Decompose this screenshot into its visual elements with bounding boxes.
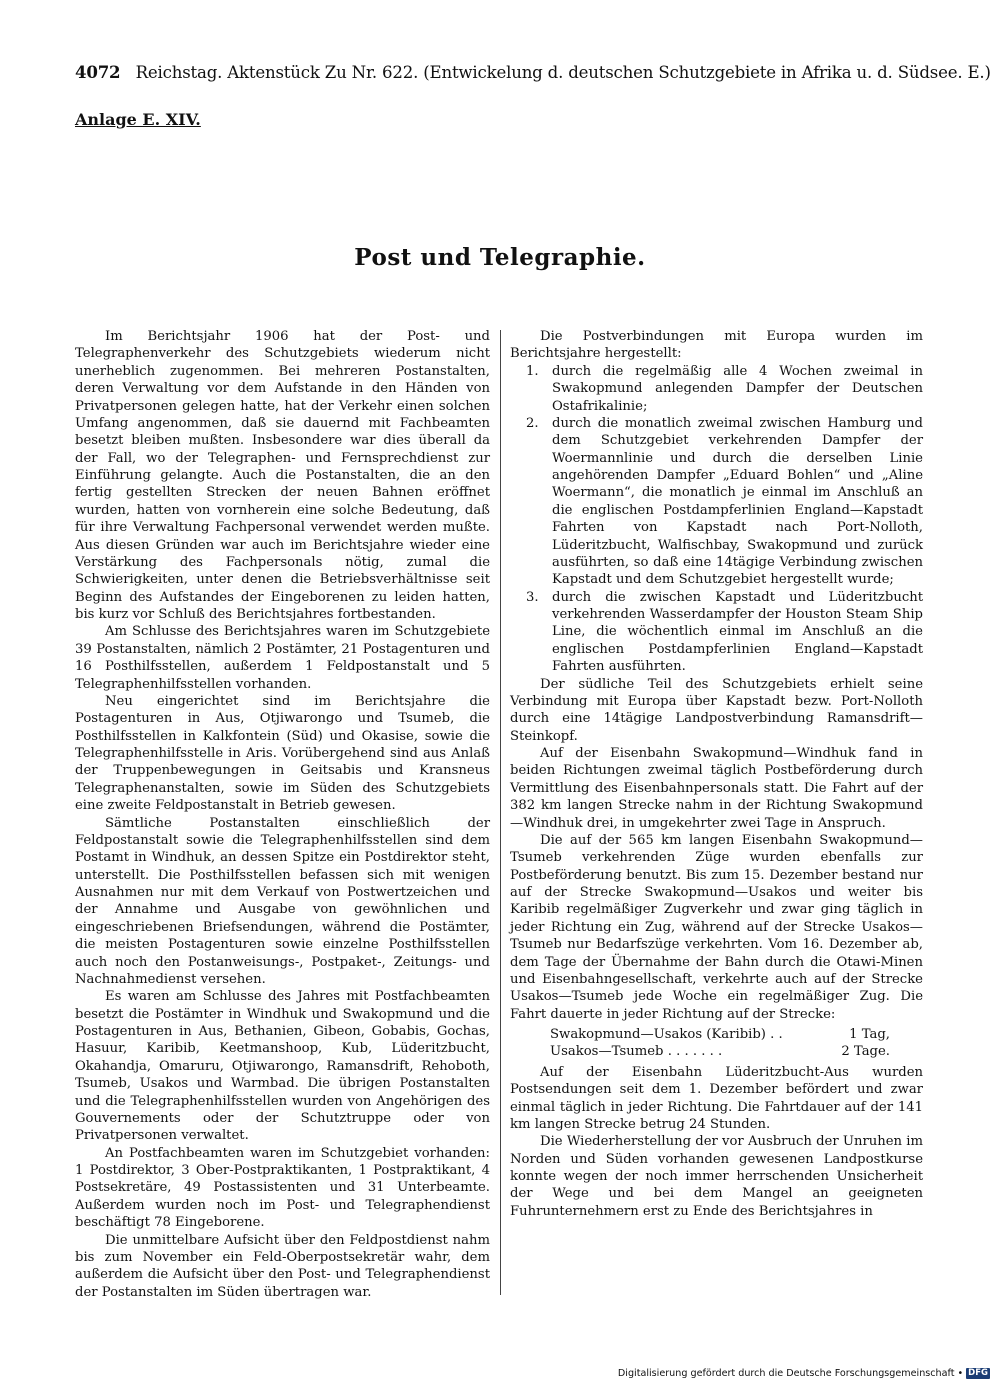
- left-column: [75, 328, 490, 1301]
- paragraph: Sämtliche Postanstalten einschließlich der Feldpostanstalt sowie die Telegraphenhilfsstellen sind dem Postamt in Windhuk, an dessen Spitze ein Postdirektor steht, unterstellt. Die Posthilfsstellen befassen sich mit wenigen Ausnahmen nur mit dem Verkauf von Postwertzeichen und der Annahme und Ausgabe von gewöhnlichen und eingeschriebenen Briefsendungen, während die Postämter, die meisten Postagenturen sowie einzelne Posthilfsstellen auch noch den Postanweisungs-, Postpaket-, Zeitungs- und Nachnahmedienst versehen.: [75, 815, 490, 987]
- paragraph: Im Berichtsjahr 1906 hat der Post- und Telegraphenverkehr des Schutzgebiets wiederum nicht unerheblich zugenommen. Bei mehreren Postanstalten, deren Verwaltung vor dem Aufstande in den Händen von Privatpersonen gelegen hatte, hat der Verkehr einen solchen Umfang angenommen, daß sie dauernd mit Fachbeamten besetzt bleiben mußten. Insbesondere war dies überall da der Fall, wo der Telegraphen- und Fernsprechdienst zur Einführung gelangte. Auch die Postanstalten, die an den fertig gestellten Strecken der neuen Bahnen eröffnet wurden, hatten von vornherein eine solche Bedeutung, daß für ihre Verwaltung Fachpersonal verwendet werden mußte. Aus diesen Gründen war auch im Berichtsjahre wieder eine Verstärkung des Fachpersonals nötig, zumal die Schwierigkeiten, unter denen die Betriebsverhältnisse seit Beginn des Aufstandes der Eingeborenen zu leiden hatten, bis kurz vor Schluß des Berichtsjahres fortbestanden.: [75, 329, 490, 622]
- paragraph: Auf der Eisenbahn Swakopmund—Windhuk fand in beiden Richtungen zweimal täglich Postbeförderung durch Vermittlung des Eisenbahnpersonals statt. Die Fahrt auf der 382 km langen Strecke nahm in der Richtung Swakopmund—Windhuk drei, in umgekehrter zwei Tage in Anspruch.: [510, 746, 923, 831]
- list-number: 1.: [526, 363, 539, 379]
- credit-text: Digitalisierung gefördert durch die Deutsche Forschungsgemeinschaft: [617, 1368, 955, 1379]
- duration-cell: 2 Tage.: [841, 1044, 890, 1060]
- list-text: durch die regelmäßig alle 4 Wochen zweimal in Swakopmund anlegenden Dampfer der Deutschen Ostafrikalinie;: [552, 363, 923, 414]
- table-row: [550, 1043, 890, 1060]
- paragraph: An Postfachbeamten waren im Schutzgebiet vorhanden: 1 Postdirektor, 3 Ober-Postpraktikanten, 1 Postpraktikant, 4 Postsekretäre, 49 Postassistenten und 31 Unterbeamte. Außerdem wurden noch im Post- und Telegraphendienst beschäftigt 78 Eingeborene.: [75, 1145, 490, 1231]
- paragraph: Es waren am Schlusse des Jahres mit Postfachbeamten besetzt die Postämter in Windhuk und Swakopmund und die Postagenturen in Aus, Bethanien, Gibeon, Gobabis, Gochas, Hasuur, Karibib, Keetmanshoop, Kub, Lüderitzbucht, Okahandja, Omaruru, Otjiwarongo, Ramansdrift, Rehoboth, Tsumeb, Usakos und Warmbad. Die übrigen Postanstalten und die Telegraphenhilfsstellen wurden von Angehörigen des Gouvernements oder der Schutztruppe oder von Privatpersonen verwaltet.: [75, 989, 490, 1144]
- list-text: durch die zwischen Kapstadt und Lüderitzbucht verkehrenden Wasserdampfer der Houston Steam Ship Line, die wöchentlich einmal im Anschluß an die englischen Postdampferlinien England—Kapstadt Fahrten ausführten.: [552, 589, 923, 675]
- digitization-credit: [618, 1368, 990, 1379]
- separator-dot: •: [957, 1368, 964, 1379]
- paragraph: Am Schlusse des Berichtsjahres waren im Schutzgebiete 39 Postanstalten, nämlich 2 Postämter, 21 Postagenturen und 16 Posthilfsstellen, außerdem 1 Feldpostanstalt und 5 Telegraphenhilfsstellen vorhanden.: [75, 624, 490, 692]
- column-divider: [500, 330, 501, 1295]
- page-title: Post und Telegraphie.: [354, 244, 646, 271]
- list-number: 2.: [526, 415, 539, 431]
- list-number: 3.: [526, 589, 539, 605]
- list-item: [510, 589, 923, 676]
- paragraph: Die unmittelbare Aufsicht über den Feldpostdienst nahm bis zum November ein Feld-Oberpostsekretär wahr, dem außerdem die Aufsicht über den Post- und Telegraphendienst der Postanstalten im Süden übertragen war.: [75, 1232, 490, 1300]
- list-item: [510, 363, 923, 415]
- running-title: Reichstag. Aktenstück Zu Nr. 622. (Entwickelung d. deutschen Schutzgebiete in Afrika u. d. Südsee. E.): [135, 63, 991, 82]
- connection-list: [510, 363, 923, 676]
- paragraph: Neu eingerichtet sind im Berichtsjahre die Postagenturen in Aus, Otjiwarongo und Tsumeb, die Posthilfsstellen in Kalkfontein (Süd) und Okasise, sowie die Telegraphenhilfsstelle in Aris. Vorübergehend sind aus Anlaß der Truppenbewegungen in Geitsabis und Kransneus Telegraphenanstalten, sowie im Süden des Schutzgebiets eine zweite Feldpostanstalt in Betrieb gewesen.: [75, 693, 490, 814]
- table-row: [550, 1026, 890, 1043]
- route-cell: Swakopmund—Usakos (Karibib) . .: [550, 1027, 783, 1042]
- paragraph: Auf der Eisenbahn Lüderitzbucht-Aus wurden Postsendungen seit dem 1. Dezember befördert und zwar einmal täglich in jeder Richtung. Die Fahrtdauer auf der 141 km langen Strecke betrug 24 Stunden.: [510, 1064, 923, 1132]
- dfg-logo: DFG: [968, 1368, 988, 1378]
- paragraph: Die Postverbindungen mit Europa wurden im Berichtsjahre hergestellt:: [510, 329, 923, 362]
- paragraph: Die Wiederherstellung der vor Ausbruch der Unruhen im Norden und Süden vorhanden gewesenen Landpostkurse konnte wegen der noch immer herrschenden Unsicherheit der Wege und bei dem Mangel an geeigneten Fuhrunternehmern erst zu Ende des Berichtsjahres in: [510, 1134, 923, 1219]
- travel-time-table: [550, 1026, 890, 1061]
- route-cell: Usakos—Tsumeb . . . . . . .: [550, 1044, 723, 1060]
- list-item: [510, 415, 923, 589]
- running-header: [75, 62, 991, 82]
- page-number: 4072: [75, 62, 121, 82]
- paragraph: Der südliche Teil des Schutzgebiets erhielt seine Verbindung mit Europa über Kapstadt bezw. Port-Nolloth durch eine 14tägige Landpostverbindung Ramansdrift—Steinkopf.: [510, 676, 923, 744]
- paragraph: Die auf der 565 km langen Eisenbahn Swakopmund—Tsumeb verkehrenden Züge wurden ebenfalls zur Postbeförderung benutzt. Bis zum 15. Dezember bestand nur auf der Strecke Swakopmund—Usakos und weiter bis Karibib regelmäßiger Zugverkehr und zwar ging täglich in jeder Richtung ein Zug, während auf der Strecke Usakos—Tsumeb nur Bedarfszüge verkehrten. Vom 16. Dezember ab, dem Tage der Übernahme der Bahn durch die Otawi-Minen und Eisenbahngesellschaft, verkehrte auch auf der Strecke Usakos—Tsumeb jede Woche ein regelmäßiger Zug. Die Fahrt dauerte in jeder Richtung auf der Strecke:: [510, 832, 923, 1022]
- duration-cell: 1 Tag,: [849, 1027, 890, 1042]
- right-column: [510, 328, 923, 1220]
- list-text: durch die monatlich zweimal zwischen Hamburg und dem Schutzgebiet verkehrenden Dampfer der Woermannlinie und durch die derselben Linie angehörenden Dampfer „Eduard Bohlen“ und „Aline Woermann“, die monatlich je einmal im Anschluß an die englischen Postdampferlinien England—Kapstadt Fahrten von Kapstadt nach Port-Nolloth, Lüderitzbucht, Walfischbay, Swakopmund und zurück ausführten, so daß eine 14tägige Verbindung zwischen Kapstadt und dem Schutzgebiet hergestellt wurde;: [552, 415, 923, 588]
- appendix-label: Anlage E. XIV.: [75, 110, 201, 129]
